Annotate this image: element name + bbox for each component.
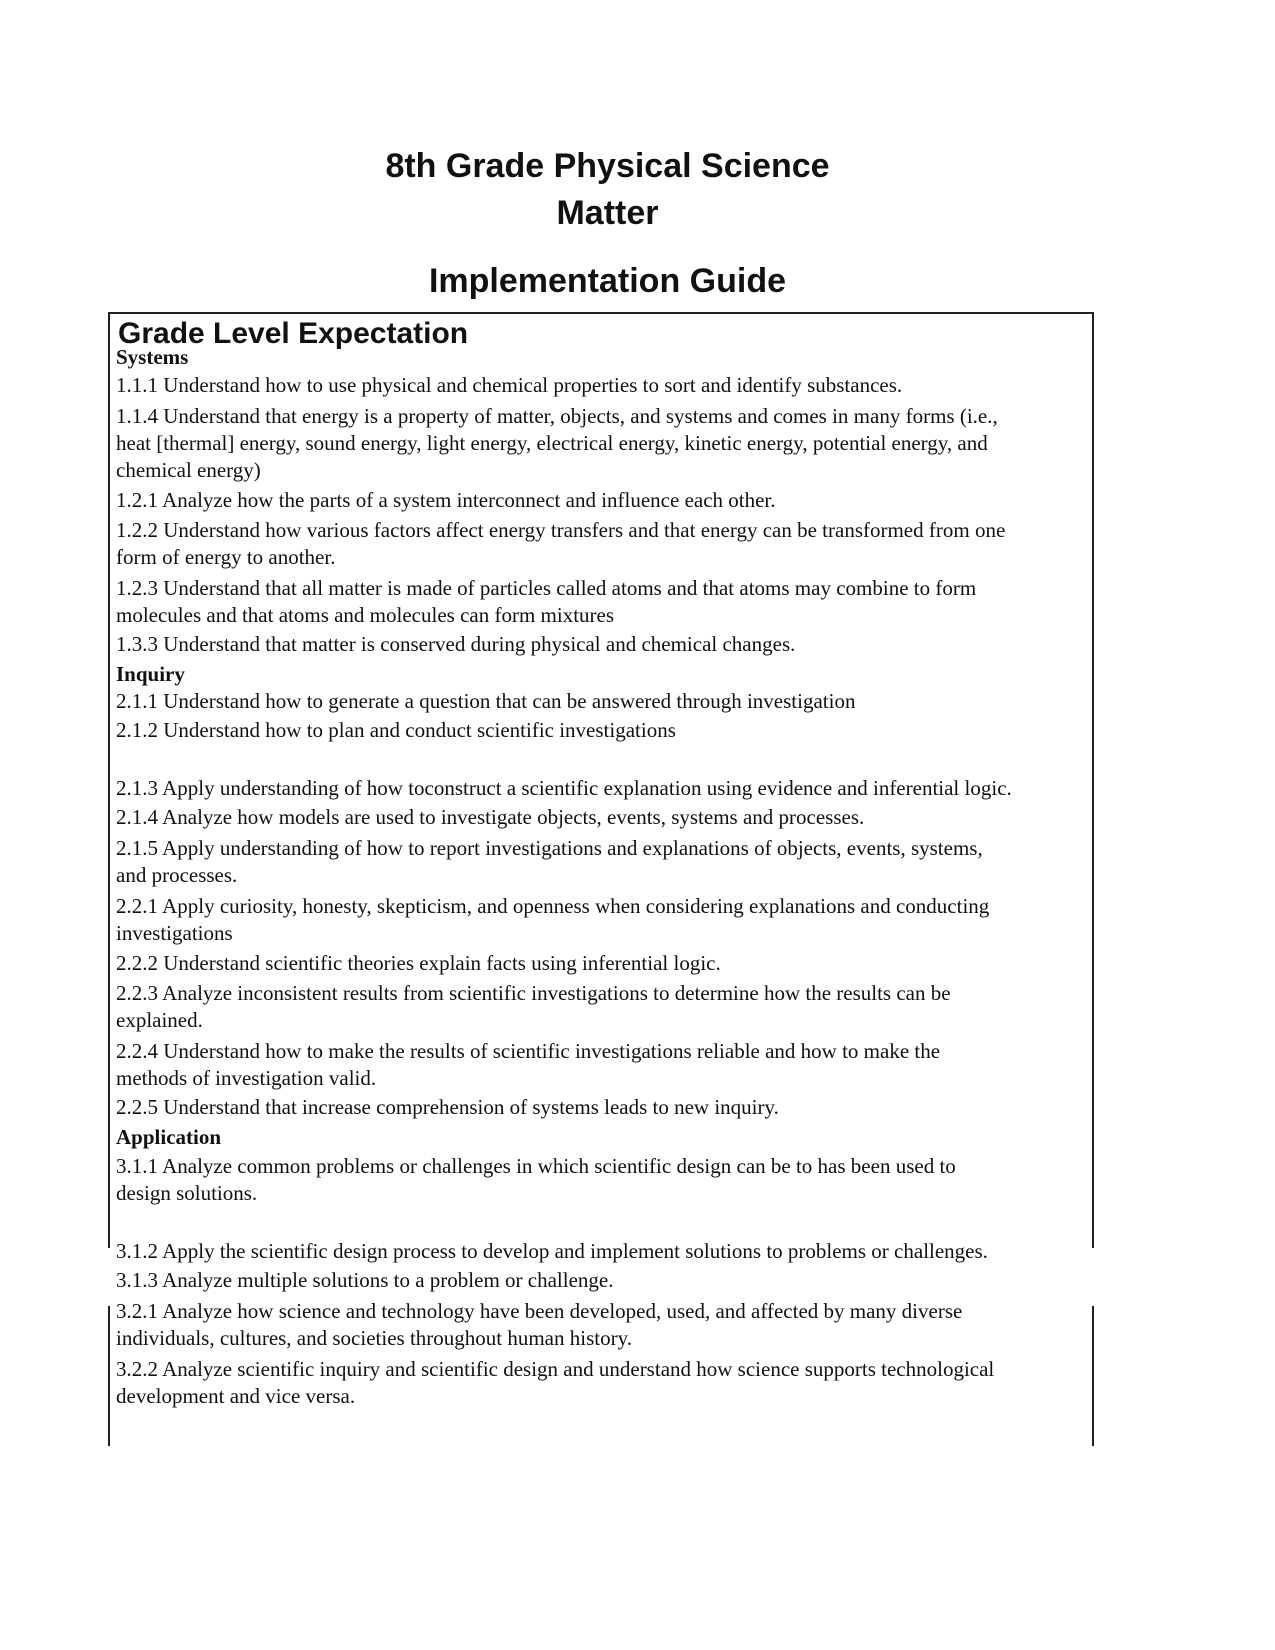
expectation-line: 3.2.2 Analyze scientific inquiry and scientific design and understand how science supports technological <box>116 1357 995 1381</box>
expectation-line: 1.1.4 Understand that energy is a property of matter, objects, and systems and comes in many forms (i.e., <box>116 404 998 428</box>
expectation-line: development and vice versa. <box>116 1384 356 1408</box>
expectation-line: 2.2.3 Analyze inconsistent results from scientific investigations to determine how the results can be <box>116 981 951 1005</box>
section-heading-systems: Systems <box>116 345 189 369</box>
expectation-line: 2.1.2 Understand how to plan and conduct scientific investigations <box>116 718 676 742</box>
section-heading-inquiry: Inquiry <box>116 662 185 686</box>
expectation-line: 2.2.5 Understand that increase comprehension of systems leads to new inquiry. <box>116 1095 779 1119</box>
expectation-line: 1.2.1 Analyze how the parts of a system interconnect and influence each other. <box>116 488 776 512</box>
expectation-line: 2.1.4 Analyze how models are used to investigate objects, events, systems and processes. <box>116 805 865 829</box>
expectation-line: and processes. <box>116 863 238 887</box>
grade-level-expectation-heading: Grade Level Expectation <box>118 317 469 350</box>
expectation-line: 1.2.2 Understand how various factors affect energy transfers and that energy can be transformed from one <box>116 518 1006 542</box>
expectation-line: 2.2.4 Understand how to make the results of scientific investigations reliable and how to make the <box>116 1039 941 1063</box>
expectation-line: design solutions. <box>116 1181 258 1205</box>
expectation-line: 3.1.3 Analyze multiple solutions to a problem or challenge. <box>116 1268 614 1292</box>
expectation-line: 2.2.2 Understand scientific theories explain facts using inferential logic. <box>116 951 721 975</box>
expectation-line: 2.1.3 Apply understanding of how toconstruct a scientific explanation using evidence and inferential logic. <box>116 776 1012 800</box>
expectation-line: 2.2.1 Apply curiosity, honesty, skepticism, and openness when considering explanations and conducting <box>116 894 990 918</box>
expectation-line: 1.3.3 Understand that matter is conserved during physical and chemical changes. <box>116 632 796 656</box>
expectation-line: investigations <box>116 921 233 945</box>
expectation-line: form of energy to another. <box>116 545 336 569</box>
expectation-line: 1.1.1 Understand how to use physical and chemical properties to sort and identify substances. <box>116 373 903 397</box>
section-heading-application: Application <box>116 1125 222 1149</box>
guide-title: Implementation Guide <box>428 262 787 300</box>
expectation-line: 2.1.5 Apply understanding of how to report investigations and explanations of objects, events, systems, <box>116 836 983 860</box>
expectation-line: 3.1.2 Apply the scientific design process to develop and implement solutions to problems or challenges. <box>116 1239 988 1263</box>
expectation-line: molecules and that atoms and molecules can form mixtures <box>116 603 615 627</box>
page-title: 8th Grade Physical Science <box>385 147 830 185</box>
page-subtitle: Matter <box>556 194 659 232</box>
expectation-line: methods of investigation valid. <box>116 1066 377 1090</box>
expectation-line: 2.1.1 Understand how to generate a question that can be answered through investigation <box>116 689 856 713</box>
expectation-line: individuals, cultures, and societies throughout human history. <box>116 1326 632 1350</box>
expectation-line: heat [thermal] energy, sound energy, light energy, electrical energy, kinetic energy, potential energy, and <box>116 431 988 455</box>
expectation-line: chemical energy) <box>116 458 261 482</box>
expectation-line: 1.2.3 Understand that all matter is made of particles called atoms and that atoms may combine to form <box>116 576 977 600</box>
expectation-line: 3.2.1 Analyze how science and technology have been developed, used, and affected by many diverse <box>116 1299 963 1323</box>
expectation-line: 3.1.1 Analyze common problems or challenges in which scientific design can be to has been used to <box>116 1154 956 1178</box>
expectation-line: explained. <box>116 1008 203 1032</box>
